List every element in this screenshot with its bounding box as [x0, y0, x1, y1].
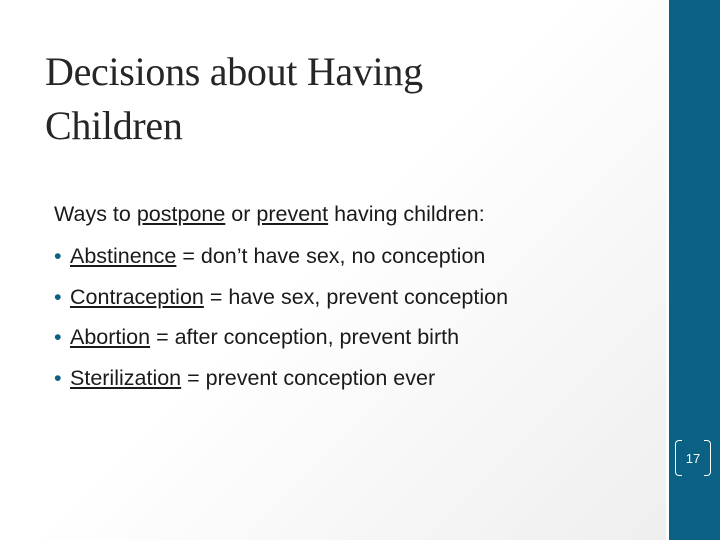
intro-rest: having children:: [328, 202, 485, 226]
slide-title: [45, 45, 605, 153]
bullet-dot-icon: •: [54, 365, 62, 390]
list-item: [54, 277, 654, 318]
bullet-term: Sterilization: [70, 365, 182, 390]
list-item: [54, 236, 654, 277]
slide-title-line-2: Children: [45, 103, 183, 148]
intro-lead: Ways to: [54, 202, 137, 226]
bullet-list: [54, 236, 654, 398]
bullet-definition: = after conception, prevent birth: [150, 325, 460, 349]
bullet-term: Contraception: [70, 284, 204, 309]
intro-line: [54, 198, 654, 236]
list-item: [54, 358, 654, 399]
intro-or: or: [225, 202, 257, 226]
bullet-term: Abortion: [70, 325, 151, 349]
bullet-dot-icon: •: [54, 244, 62, 268]
bullet-definition: = prevent conception ever: [181, 365, 436, 390]
list-item: [54, 317, 654, 358]
bullet-term: Abstinence: [70, 244, 177, 268]
intro-postpone: postpone: [136, 202, 226, 226]
bullet-definition: = have sex, prevent conception: [203, 284, 509, 309]
slide-body: [54, 198, 654, 398]
bullet-dot-icon: •: [54, 284, 62, 309]
bullet-definition: = don’t have sex, no conception: [176, 244, 486, 268]
page-number-badge: [675, 440, 711, 478]
slide-title-line-1: Decisions about Having: [45, 49, 423, 94]
side-bar-divider: [666, 0, 669, 540]
page-number: 17: [685, 451, 701, 466]
bullet-dot-icon: •: [54, 325, 62, 349]
intro-prevent: prevent: [256, 202, 329, 226]
